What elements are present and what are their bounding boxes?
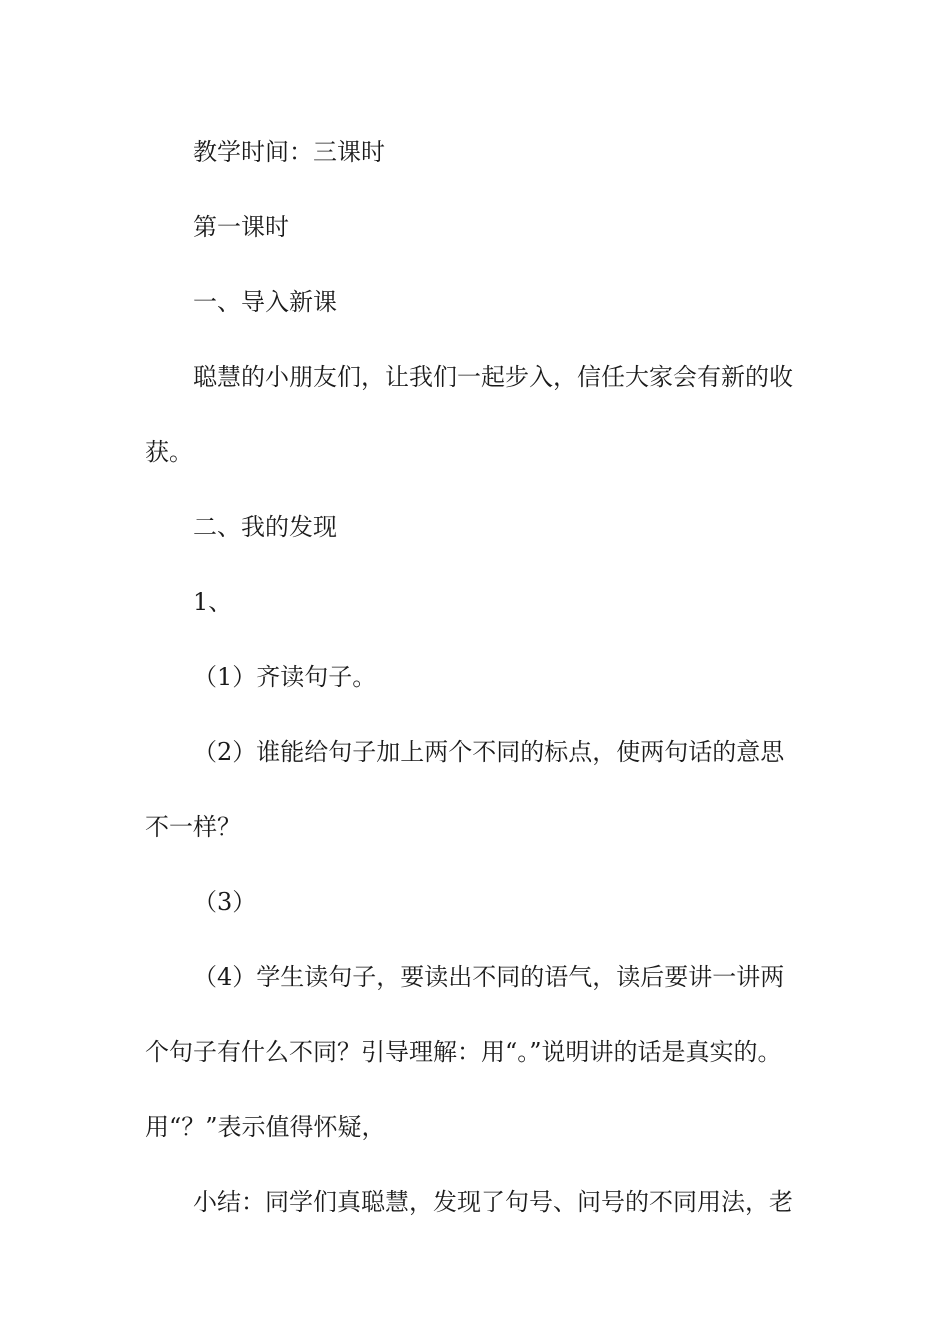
summary-paragraph: 小结：同学们真聪慧，发现了句号、问号的不同用法，老: [193, 1188, 793, 1216]
sub-item-3: （3）: [193, 888, 257, 916]
document-body: [145, 115, 805, 1240]
section-heading-intro: 一、导入新课: [193, 288, 337, 316]
teaching-time-line: 教学时间：三课时: [193, 138, 385, 166]
sub-item-1: （1）齐读句子。: [193, 663, 377, 691]
section-heading-discovery: 二、我的发现: [193, 513, 337, 541]
item-number-1: 1、: [193, 588, 233, 616]
lesson-one-heading: 第一课时: [193, 213, 289, 241]
sub-item-4: （4）学生读句子，要读出不同的语气，读后要讲一讲两个句子有什么不同？引导理解：用“。”说明讲的话是真实的。用“？”表示值得怀疑，: [145, 963, 785, 1141]
sub-item-2: （2）谁能给句子加上两个不同的标点，使两句话的意思不一样？: [145, 738, 785, 841]
intro-paragraph: 聪慧的小朋友们，让我们一起步入，信任大家会有新的收获。: [145, 363, 793, 466]
